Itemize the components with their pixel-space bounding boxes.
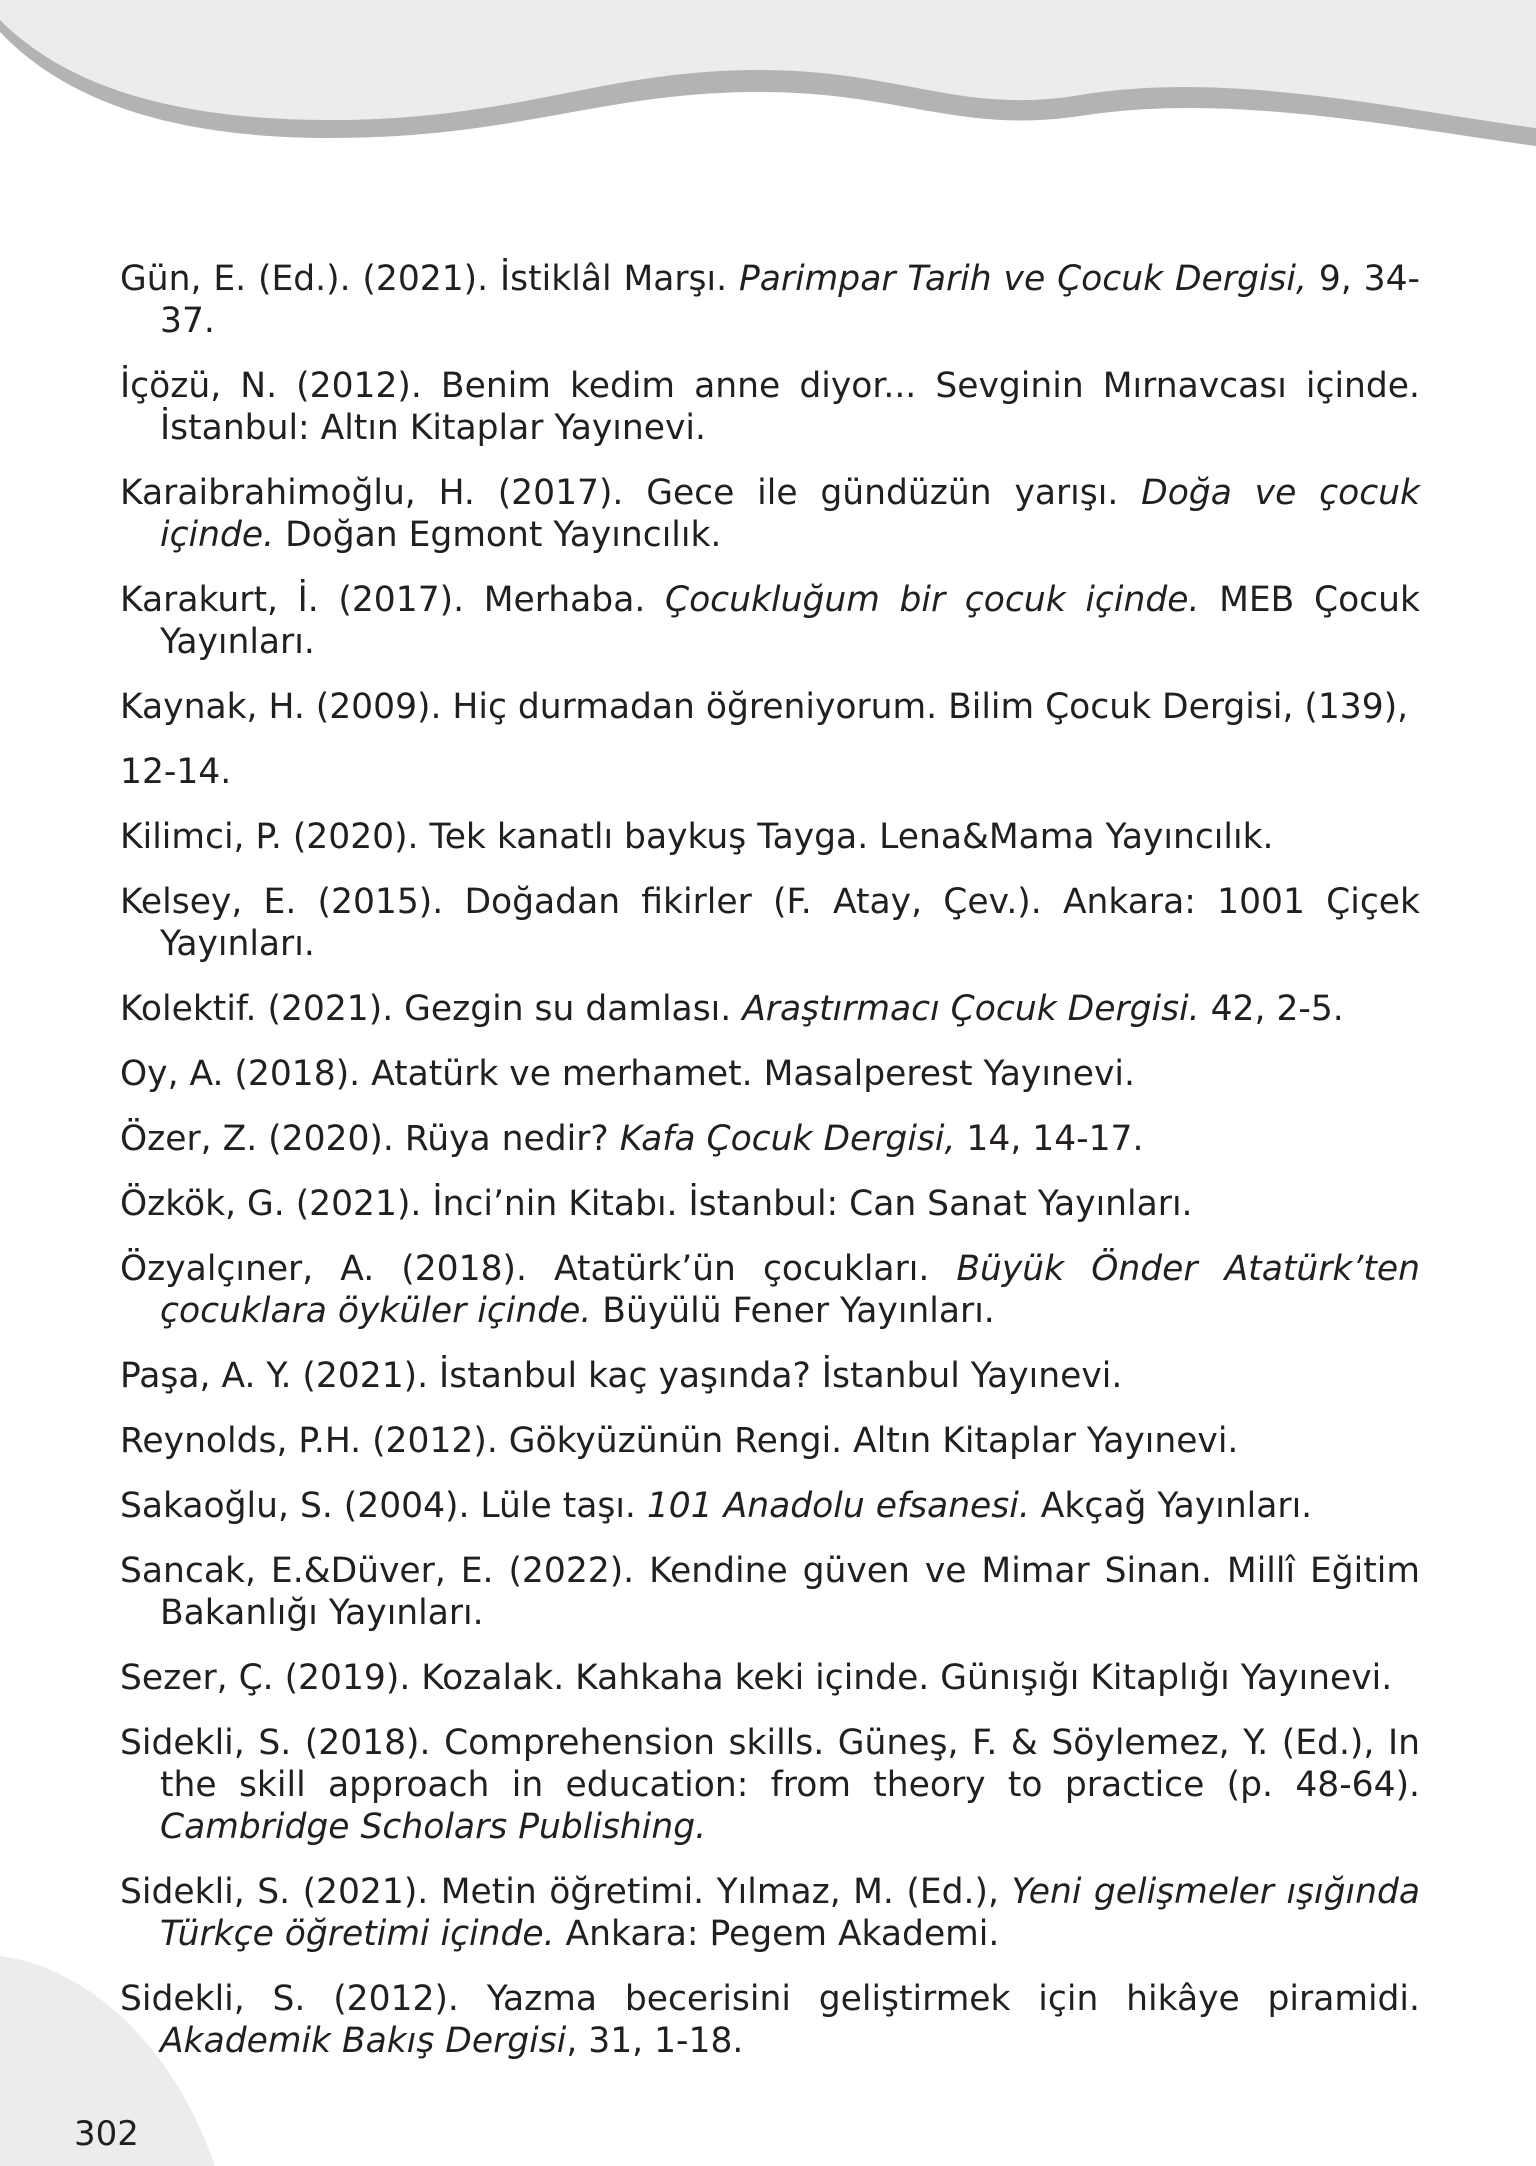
reference-text: MEB Çocuk Yayınları.	[160, 580, 1420, 662]
reference-text: 42, 2-5.	[1199, 989, 1344, 1029]
reference-entry	[120, 1118, 1420, 1160]
reference-text: Karakurt, İ. (2017). Merhaba.	[120, 580, 665, 620]
reference-italic-text: Akademik Bakış Dergisi	[160, 2021, 567, 2061]
reference-entry	[120, 686, 1420, 728]
reference-entry	[120, 1871, 1420, 1955]
reference-italic-text: Çocukluğum bir çocuk içinde.	[664, 580, 1200, 620]
reference-entry	[120, 751, 1420, 793]
reference-text: Sidekli, S. (2012). Yazma becerisini geliştirmek için hikâye piramidi.	[120, 1979, 1420, 2019]
reference-italic-text: Doğa ve çocuk içinde.	[160, 473, 1421, 555]
reference-entry	[120, 472, 1420, 556]
reference-list	[120, 258, 1420, 2085]
reference-entry	[120, 1248, 1420, 1332]
reference-entry	[120, 1420, 1420, 1462]
reference-text: Kolektif. (2021). Gezgin su damlası.	[120, 989, 743, 1029]
reference-entry	[120, 258, 1420, 342]
reference-text: Ankara: Pegem Akademi.	[554, 1914, 1000, 1954]
reference-entry	[120, 988, 1420, 1030]
page-number: 302	[74, 2114, 139, 2154]
reference-text: Özer, Z. (2020). Rüya nedir?	[120, 1119, 620, 1159]
reference-italic-text: Kafa Çocuk Dergisi,	[619, 1119, 956, 1159]
reference-text: İçözü, N. (2012). Benim kedim anne diyor... Sevginin Mırnavcası içinde. İstanbul: Altın Kitaplar Yayınevi.	[120, 366, 1420, 448]
reference-text: Sidekli, S. (2021). Metin öğretimi. Yılmaz, M. (Ed.),	[120, 1872, 1012, 1912]
reference-entry	[120, 1657, 1420, 1699]
reference-text: Paşa, A. Y. (2021). İstanbul kaç yaşında? İstanbul Yayınevi.	[120, 1356, 1123, 1396]
reference-text: Kaynak, H. (2009). Hiç durmadan öğreniyorum. Bilim Çocuk Dergisi, (139),	[120, 687, 1409, 727]
reference-italic-text: 101 Anadolu efsanesi.	[646, 1486, 1030, 1526]
reference-text: Sidekli, S. (2018). Comprehension skills. Güneş, F. & Söylemez, Y. (Ed.), In the skill approach in education: from theory to practice (p. 48-64).	[120, 1723, 1420, 1805]
reference-text: Karaibrahimoğlu, H. (2017). Gece ile gündüzün yarışı.	[120, 473, 1142, 513]
reference-text: Doğan Egmont Yayıncılık.	[274, 515, 722, 555]
reference-text: 14, 14-17.	[955, 1119, 1144, 1159]
top-wave-decoration	[0, 0, 1536, 160]
reference-italic-text: Yeni gelişmeler ışığında Türkçe öğretimi içinde.	[160, 1872, 1421, 1954]
reference-entry	[120, 1978, 1420, 2062]
reference-text: Kelsey, E. (2015). Doğadan fikirler (F. Atay, Çev.). Ankara: 1001 Çiçek Yayınları.	[120, 882, 1420, 964]
reference-italic-text: Parimpar Tarih ve Çocuk Dergisi,	[738, 259, 1307, 299]
reference-entry	[120, 1183, 1420, 1225]
reference-entry	[120, 1550, 1420, 1634]
reference-text: Oy, A. (2018). Atatürk ve merhamet. Masalperest Yayınevi.	[120, 1054, 1135, 1094]
reference-text: 9, 34-37.	[160, 259, 1421, 341]
reference-entry	[120, 579, 1420, 663]
reference-entry	[120, 1053, 1420, 1095]
reference-text: Özkök, G. (2021). İnci’nin Kitabı. İstanbul: Can Sanat Yayınları.	[120, 1184, 1193, 1224]
reference-entry	[120, 365, 1420, 449]
reference-text: Özyalçıner, A. (2018). Atatürk’ün çocukları.	[120, 1249, 957, 1289]
reference-text: Sezer, Ç. (2019). Kozalak. Kahkaha keki içinde. Günışığı Kitaplığı Yayınevi.	[120, 1658, 1393, 1698]
reference-text: Sakaoğlu, S. (2004). Lüle taşı.	[120, 1486, 647, 1526]
reference-text: Gün, E. (Ed.). (2021). İstiklâl Marşı.	[120, 259, 739, 299]
reference-entry	[120, 816, 1420, 858]
reference-italic-text: Büyük Önder Atatürk’ten çocuklara öyküler içinde.	[160, 1249, 1420, 1331]
reference-text: Büyülü Fener Yayınları.	[591, 1291, 995, 1331]
reference-text: 12-14.	[120, 752, 232, 792]
reference-entry	[120, 1485, 1420, 1527]
reference-entry	[120, 1355, 1420, 1397]
reference-text: Sancak, E.&Düver, E. (2022). Kendine güven ve Mimar Sinan. Millî Eğitim Bakanlığı Yayınları.	[120, 1551, 1420, 1633]
reference-text: , 31, 1-18.	[566, 2021, 744, 2061]
reference-italic-text: Cambridge Scholars Publishing.	[160, 1807, 707, 1847]
reference-text: Akçağ Yayınları.	[1029, 1486, 1313, 1526]
reference-entry	[120, 1722, 1420, 1848]
reference-italic-text: Araştırmacı Çocuk Dergisi.	[742, 989, 1200, 1029]
reference-text: Reynolds, P.H. (2012). Gökyüzünün Rengi. Altın Kitaplar Yayınevi.	[120, 1421, 1239, 1461]
reference-text: Kilimci, P. (2020). Tek kanatlı baykuş Tayga. Lena&Mama Yayıncılık.	[120, 817, 1274, 857]
reference-entry	[120, 881, 1420, 965]
